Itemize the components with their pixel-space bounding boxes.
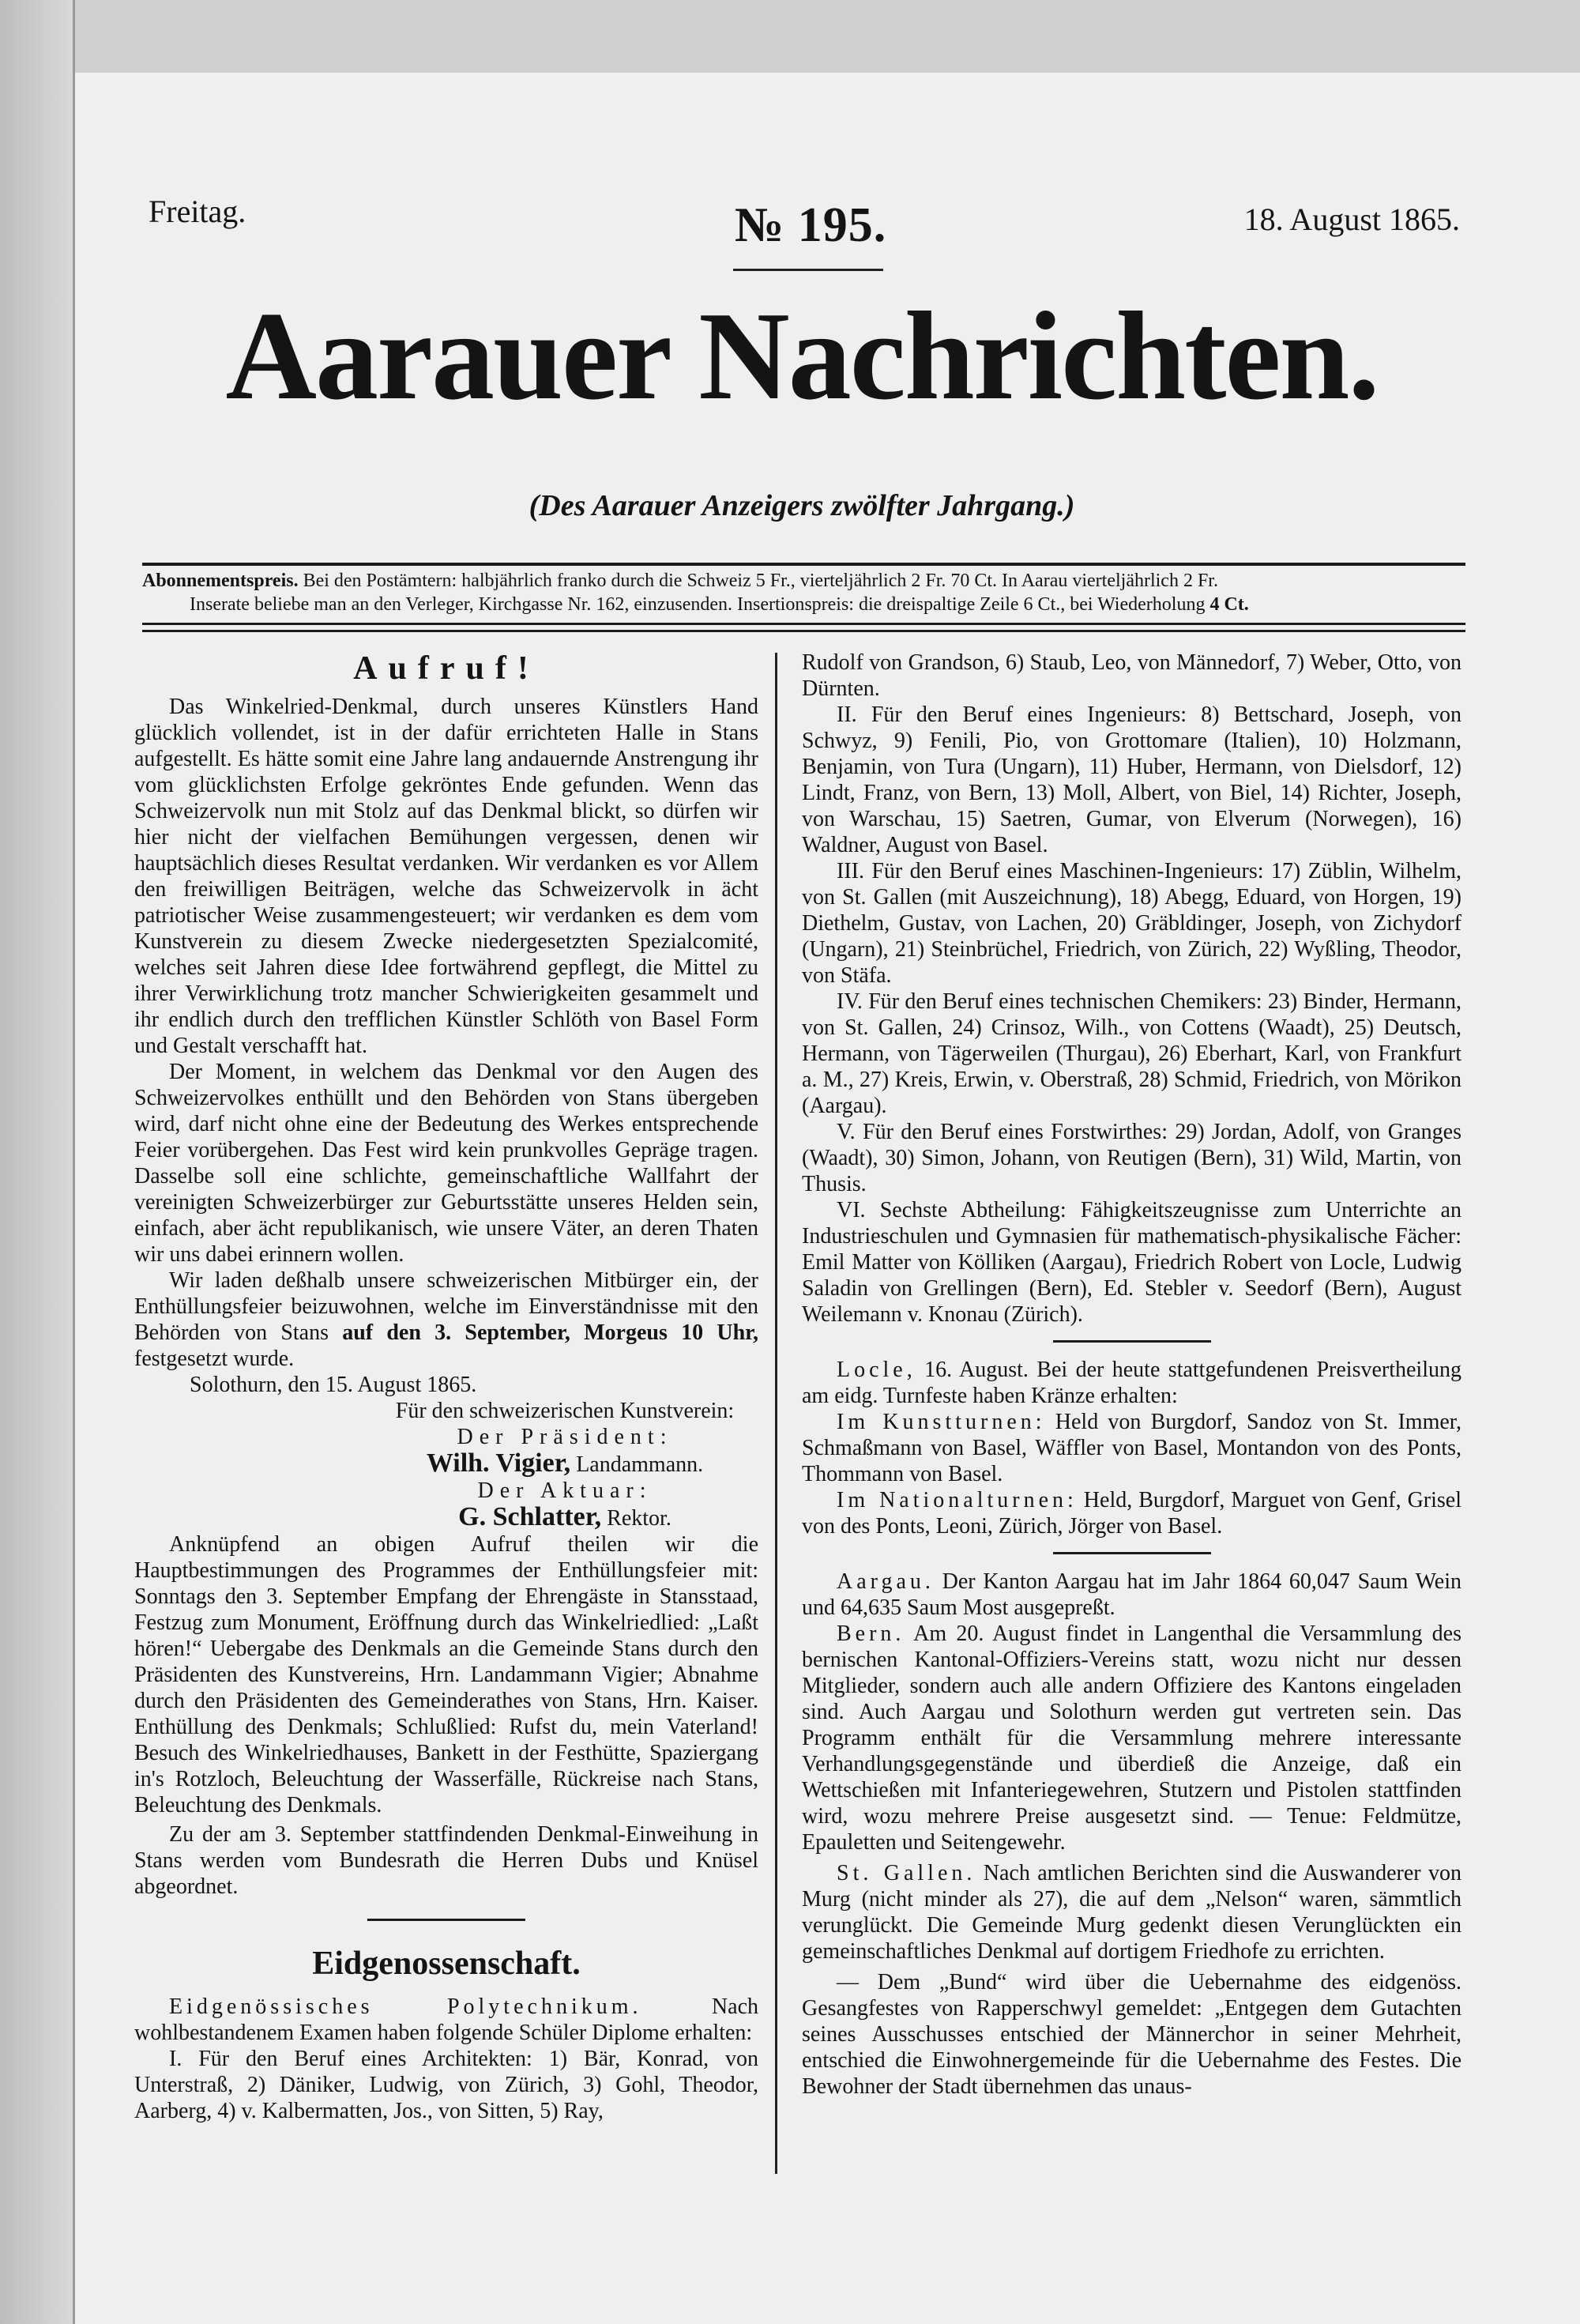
signature-for: Für den schweizerischen Kunstverein: — [395, 1399, 735, 1423]
left-column — [134, 650, 758, 2124]
paragraph-lead: St. Gallen. — [837, 1861, 976, 1885]
text-run: Der Kanton Aargau hat im Jahr 1864 60,047 Saum Wein und 64,635 Saum Most ausgepreßt. — [802, 1569, 1462, 1620]
event-date-bold: auf den 3. September, Morgeus 10 Uhr, — [342, 1320, 758, 1345]
issue-day: Freitag. — [149, 194, 246, 229]
paragraph-lead: Aargau. — [837, 1569, 935, 1594]
signature-title: Rektor. — [601, 1506, 672, 1531]
insertion-text: Inserate beliebe man an den Verleger, Kirchgasse Nr. 162, einzusenden. Insertionspreis: die dreispaltige Zeile 6 Ct., bei Wiederholung — [190, 594, 1210, 615]
column-divider — [775, 653, 777, 2174]
signature-role-actuary: Der Aktuar: — [477, 1478, 653, 1503]
subscription-line-2 — [142, 593, 1465, 616]
section-heading: Eidgenossenschaft. — [312, 1945, 581, 1982]
article-paragraph: Zu der am 3. September stattfindenden Denkmal-Einweihung in Stans werden vom Bundesrath die Herren Dubs und Knüsel abgeordnet. — [134, 1822, 758, 1899]
article-paragraph — [802, 1569, 1462, 1621]
text-run: Nach amtlichen Berichten sind die Auswanderer von Murg (nicht minder als 27), die auf dem „Nelson“ waren, sämmtlich verunglückt. Die Gemeinde Murg gedenkt diesen Verunglückten ein gemeinschaftliches Denkmal auf dortigem Friedhofe zu errichten. — [802, 1861, 1462, 1964]
issue-date: 18. August 1865. — [1243, 202, 1460, 237]
text-run: Am 20. August findet in Langenthal die Versammlung des bernischen Kantonal-Offiziers-Vereins statt, wozu nicht nur dessen Mitglieder, sondern auch alle andern Offiziere des Kantons eingeladen sind. Auch Aargau und Solothurn werden gut vertreten sein. Das Programm enthält für die Versammlung mehrere interessante Verhandlungsgegenstände und überdieß die Anzeige, daß ein Wettschießen mit Infanteriegewehren, Stutzern und Pistolen stattfinden wird, wozu mehrere Preise ausgesetzt sind. — Tenue: Feldmütze, Epauletten und Seitengewehr. — [802, 1622, 1462, 1855]
double-rule-top — [142, 623, 1465, 625]
insertion-repeat-price: 4 Ct. — [1209, 594, 1249, 615]
subscription-text: Bei den Postämtern: halbjährlich franko durch die Schweiz 5 Fr., vierteljährlich 2 Fr. 70 Ct. In Aarau vierteljährlich 2 Fr. — [298, 571, 1218, 591]
header-rule — [142, 563, 1465, 566]
article-paragraph — [802, 1860, 1462, 1964]
text-run: Held von Burgdorf, Sandoz von St. Immer, Schmaßmann von Basel, Wäffler von Basel, Montandon von des Ponts, Thommann von Basel. — [802, 1410, 1462, 1486]
double-rule-bottom — [142, 630, 1465, 632]
article-paragraph — [134, 1267, 758, 1372]
number-underline — [733, 269, 883, 271]
binding-margin — [0, 0, 75, 2324]
article-paragraph — [802, 1409, 1462, 1487]
article-heading-aufruf: Aufruf! — [353, 650, 540, 687]
signature-president — [134, 1450, 758, 1478]
article-paragraph: I. Für den Beruf eines Architekten: 1) Bär, Konrad, von Unterstraß, 2) Däniker, Ludwig, von Zürich, 3) Gohl, Theodor, Aarberg, 4) v. Kalbermatten, Jos., von Sitten, 5) Ray, — [134, 2047, 758, 2123]
text-run: Wir laden deßhalb unsere schweizerischen Mitbürger ein, der Enthüllungsfeier beizuwohnen, welche im Einverständnisse mit den Behörden von Stans — [134, 1268, 758, 1345]
article-paragraph: V. Für den Beruf eines Forstwirthes: 29) Jordan, Adolf, von Granges (Waadt), 30) Simon, Johann, von Reutigen (Bern), 31) Wild, Martin, von Thusis. — [802, 1120, 1462, 1196]
article-paragraph: III. Für den Beruf eines Maschinen-Ingenieurs: 17) Züblin, Wilhelm, von St. Gallen (mit Auszeichnung), 18) Abegg, Eduard, von Horgen, 19) Diethelm, Gustav, von Lachen, 20) Gräbldinger, Joseph, von Zichydorf (Ungarn), 21) Steinbrüchel, Friedrich, von Zürich, 22) Wyßling, Theodor, von Stäfa. — [802, 859, 1462, 988]
signature-title: Landammann. — [570, 1452, 704, 1477]
section-rule — [1053, 1552, 1211, 1554]
text-run: 16. August. Bei der heute stattgefundenen Preisvertheilung am eidg. Turnfeste haben Kränze erhalten: — [802, 1358, 1462, 1408]
signature-actuary — [134, 1504, 758, 1531]
issue-number: № 195. — [735, 198, 887, 252]
paragraph-lead: Eidgenössisches Polytechnikum. — [169, 1994, 642, 2019]
right-column — [802, 650, 1462, 2100]
signature-name: Wilh. Vigier, — [426, 1448, 571, 1478]
article-paragraph — [134, 1994, 758, 2046]
article-paragraph: VI. Sechste Abtheilung: Fähigkeitszeugnisse zum Unterrichte an Industrieschulen und Gymnasien für mathematisch-physikalische Fächer: Emil Matter von Kölliken (Aargau), Friedrich Robert von Locle, Ludwig Saladin von Grellingen (Bern), Ed. Stebler v. Seedorf (Bern), August Weilemann v. Knonau (Zürich). — [802, 1198, 1462, 1327]
text-run: Held, Burgdorf, Marguet von Genf, Grisel von des Ponts, Leoni, Zürich, Jörger von Basel. — [802, 1488, 1462, 1539]
article-paragraph: Rudolf von Grandson, 6) Staub, Leo, von Männedorf, 7) Weber, Otto, von Dürnten. — [802, 650, 1462, 701]
article-paragraph: Der Moment, in welchem das Denkmal vor den Augen des Schweizervolkes enthüllt und den Behörden von Stans übergeben wird, darf nicht ohne eine der Bedeutung des Werkes entsprechende Feier vorübergehen. Das Fest wird kein prunkvolles Gepräge tragen. Dasselbe soll eine schlichte, gemeinschaftliche Wallfahrt der vereinigten Schweizerbürger zur Geburtsstätte unseres Helden sein, einfach, aber ächt republikanisch, wie unsere Väter, an deren Thaten wir uns dabei erinnern wollen. — [134, 1060, 758, 1267]
text-run: Nach wohlbestandenem Examen haben folgende Schüler Diplome erhalten: — [134, 1994, 758, 2045]
subscription-line-1 — [142, 569, 1465, 593]
masthead-subtitle: (Des Aarauer Anzeigers zwölfter Jahrgang.) — [529, 489, 1075, 522]
subscription-block — [142, 563, 1465, 632]
article-paragraph — [802, 1621, 1462, 1855]
article-paragraph — [802, 1357, 1462, 1409]
subscription-label: Abonnementspreis. — [142, 571, 299, 591]
article-paragraph: Das Winkelried-Denkmal, durch unseres Künstlers Hand glücklich vollendet, ist in der dafür errichteten Halle in Stans aufgestellt. Es hätte somit eine Jahre lang andauernde Anstrengung ihr vom glücklichsten Erfolge gekröntes Ende gefunden. Wenn das Schweizervolk nun mit Stolz auf das Denkmal blickt, so dürfen wir hier nicht der vielfachen Bemühungen vergessen, denen wir hauptsächlich dieses Resultat verdanken. Wir verdanken es vor Allem den freiwilligen Beiträgen, welche das Schweizervolk in ächt patriotischer Weise zusammengesteuert; wir verdanken es dem vom Kunstverein zu diesem Zwecke niedergesetzten Spezialcomité, welches seit Jahren diese Idee fortwährend gepflegt, die Mittel zu ihrer Verwirklichung trotz mancher Schwierigkeiten gesammelt und ihr endlich durch den trefflichen Künstler Schlöth von Basel Form und Gestalt verschafft hat. — [134, 695, 758, 1058]
paragraph-lead: Im Kunstturnen: — [837, 1410, 1046, 1434]
text-run: festgesetzt wurde. — [134, 1347, 295, 1371]
paragraph-lead: Bern. — [837, 1622, 905, 1646]
article-paragraph — [802, 1487, 1462, 1539]
paragraph-lead: Im Nationalturnen: — [837, 1488, 1078, 1512]
section-rule — [1053, 1340, 1211, 1343]
signature-name: G. Schlatter, — [458, 1502, 602, 1531]
section-rule — [367, 1919, 525, 1921]
article-paragraph: IV. Für den Beruf eines technischen Chemikers: 23) Binder, Hermann, von St. Gallen, 24) Crinsoz, Wilh., von Cottens (Waadt), 25) Deutsch, Hermann, von Tägerweilen (Thurgau), 26) Eberhart, Karl, von Frankfurt a. M., 27) Kreis, Erwin, v. Oberstraß, 28) Schmid, Friedrich, von Mörikon (Aargau). — [802, 989, 1462, 1118]
place-date: Solothurn, den 15. August 1865. — [190, 1373, 477, 1397]
article-paragraph: II. Für den Beruf eines Ingenieurs: 8) Bettschard, Joseph, von Schwyz, 9) Fenili, Pio, von Grottomare (Italien), 10) Holzmann, Benjamin, von Tura (Ungarn), 11) Huber, Hermann, von Dielsdorf, 12) Lindt, Franz, von Bern, 13) Moll, Albert, von Biel, 14) Richter, Joseph, von Warschau, 15) Saetren, Gumar, von Elverum (Norwegen), 16) Waldner, August von Basel. — [802, 702, 1462, 857]
masthead-title: Aarauer Nachrichten. — [225, 285, 1379, 426]
signature-role-president: Der Präsident: — [457, 1425, 673, 1449]
paragraph-lead: Locle, — [837, 1358, 916, 1382]
article-paragraph: — Dem „Bund“ wird über die Uebernahme des eidgenöss. Gesangfestes von Rapperschwyl gemeldet: „Entgegen dem Gutachten seines Ausschusses entschied der Männerchor in seiner Mehrheit, entschied die Einwohnergemeinde für die Uebernahme des Festes. Die Bewohner der Stadt übernehmen das unaus- — [802, 1970, 1462, 2099]
article-paragraph: Anknüpfend an obigen Aufruf theilen wir die Hauptbestimmungen des Programmes der Enthüllungsfeier mit: Sonntags den 3. September Empfang der Ehrengäste in Stansstaad, Festzug zum Monument, Eröffnung durch das Winkelriedlied: „Laßt hören!“ Uebergabe des Denkmals an die Gemeinde Stans durch den Präsidenten des Kunstvereins, Hrn. Landammann Vigier; Abnahme durch den Präsidenten des Gemeinderathes von Stans, Hrn. Kaiser. Enthüllung des Denkmals; Schlußlied: Rufst du, mein Vaterland! Besuch des Winkelriedhauses, Bankett in der Festhütte, Spaziergang in's Rotzloch, Beleuchtung der Wasserfälle, Rückreise nach Stans, Beleuchtung des Denkmals. — [134, 1532, 758, 1817]
